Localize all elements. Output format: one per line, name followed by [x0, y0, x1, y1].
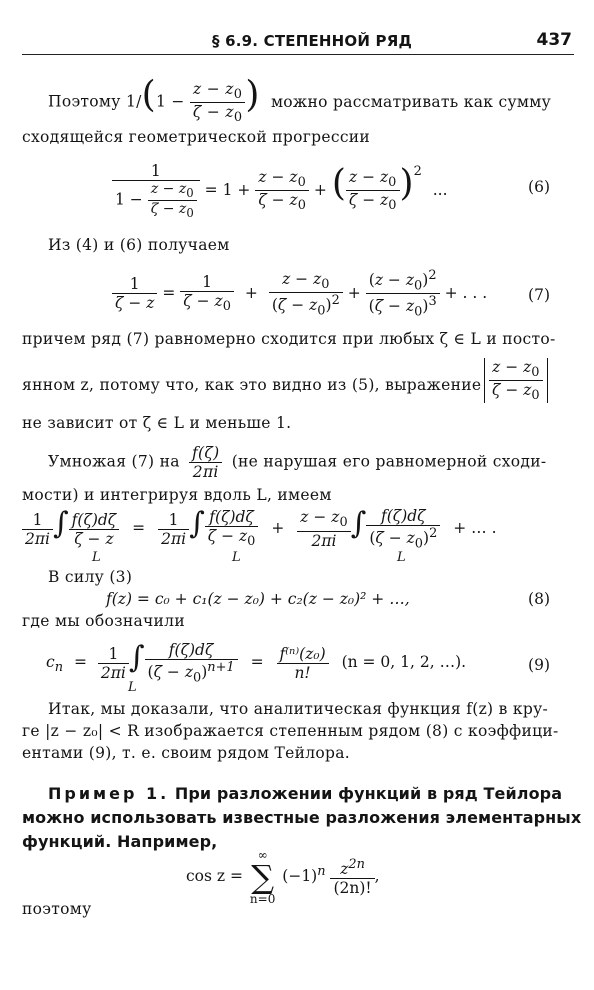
eqno-7: (7): [528, 286, 550, 304]
eqno-6: (6): [528, 178, 550, 196]
para2-line2: янном z, потому что, как это видно из (5), выражение: [22, 376, 482, 394]
page-number: 437: [536, 30, 572, 50]
frac-inline: $\frac{z - z_0}{\zeta - z_0}$: [190, 80, 245, 125]
example-line1: Пример 1. При разложении функций в ряд Тейлора: [48, 784, 563, 803]
equation-cos: cos z = ∞ ∑ n=0 $(-1)^n$ $\frac{z^{2n}}{(2n)!}$ ,: [186, 848, 380, 906]
para4-line1: В силу (3): [48, 568, 133, 586]
int-limit-2: L: [232, 550, 241, 565]
abs-fraction: $\frac{z - z_0}{\zeta - z_0}$: [484, 358, 548, 403]
equation-8: f(z) = c₀ + c₁(z − z₀) + c₂(z − z₀)² + …,: [106, 590, 410, 608]
para5-line1: Итак, мы доказали, что аналитическая функция f(z) в кру-: [48, 700, 549, 718]
last-line: поэтому: [22, 900, 92, 918]
eqno-8: (8): [528, 590, 550, 608]
para4-line2: где мы обозначили: [22, 612, 185, 630]
example-line2: можно использовать известные разложения элементарных: [22, 808, 582, 827]
para5-line2: ге |z − z₀| < R изображается степенным рядом (8) с коэффици-: [22, 722, 559, 740]
equation-integral: $\frac{1}{2\pi i}$ ∫ $\frac{f(\zeta)d\zeta}{\zeta - z}$ = $\frac{1}{2\pi i}$ ∫ $\frac{f(\zeta)d\zeta}{\zeta - z_0}$ + $\frac{z - z_0}{2\pi i}$ ∫ $\frac{f(\zeta)d\zeta}{(\zeta - z_0)^2}$ + … .: [22, 506, 497, 551]
eqno-9: (9): [528, 656, 550, 674]
example-line3: функций. Например,: [22, 832, 218, 851]
equation-6: 1 1 − $\frac{z - z_0}{\zeta - z_0}$ = 1 + $\frac{z - z_0}{\zeta - z_0}$ + ( $\frac{z - z_0}{\zeta - z_0}$ )$^2$ ...: [112, 162, 448, 220]
para2-line1: причем ряд (7) равномерно сходится при любых ζ ∈ L и посто-: [22, 330, 556, 348]
example-label: Пример 1.: [48, 784, 170, 803]
running-header: [22, 30, 574, 55]
section-title: § 6.9. СТЕПЕННОЙ РЯД: [212, 32, 413, 50]
para1-line1: Поэтому 1/(1 − $\frac{z - z_0}{\zeta - z_0}$ ) можно рассматривать как сумму: [48, 74, 552, 126]
equation-9: $c_n$ = $\frac{1}{2\pi i}$ ∫ $\frac{f(\zeta)d\zeta}{(\zeta - z_0)^{n+1}}$ = $\frac{\text{f⁽ⁿ⁾(z₀)}}{n!}$ (n = 0, 1, 2, …).: [46, 640, 467, 686]
line-from-4-6: Из (4) и (6) получаем: [48, 236, 230, 254]
int-limit-3: L: [397, 550, 406, 565]
int-limit-9: L: [128, 680, 137, 695]
para2-line3: не зависит от ζ ∈ L и меньше 1.: [22, 414, 292, 432]
para3-line2: мости) и интегрируя вдоль L, имеем: [22, 486, 332, 504]
int-limit-1: L: [92, 550, 101, 565]
equation-7: $\frac{1}{\zeta - z}$ = $\frac{1}{\zeta - z_0}$ + $\frac{z - z_0}{(\zeta - z_0)^2}$ + $\frac{(z - z_0)^2}{(\zeta - z_0)^3}$ + . . .: [112, 268, 487, 320]
para5-line3: ентами (9), т. е. своим рядом Тейлора.: [22, 744, 351, 762]
para1-line2: сходящейся геометрической прогрессии: [22, 128, 371, 146]
para3-line1: Умножая (7) на $\frac{f(\zeta)}{2\pi i}$ (не нарушая его равномерной сходи-: [48, 444, 547, 481]
